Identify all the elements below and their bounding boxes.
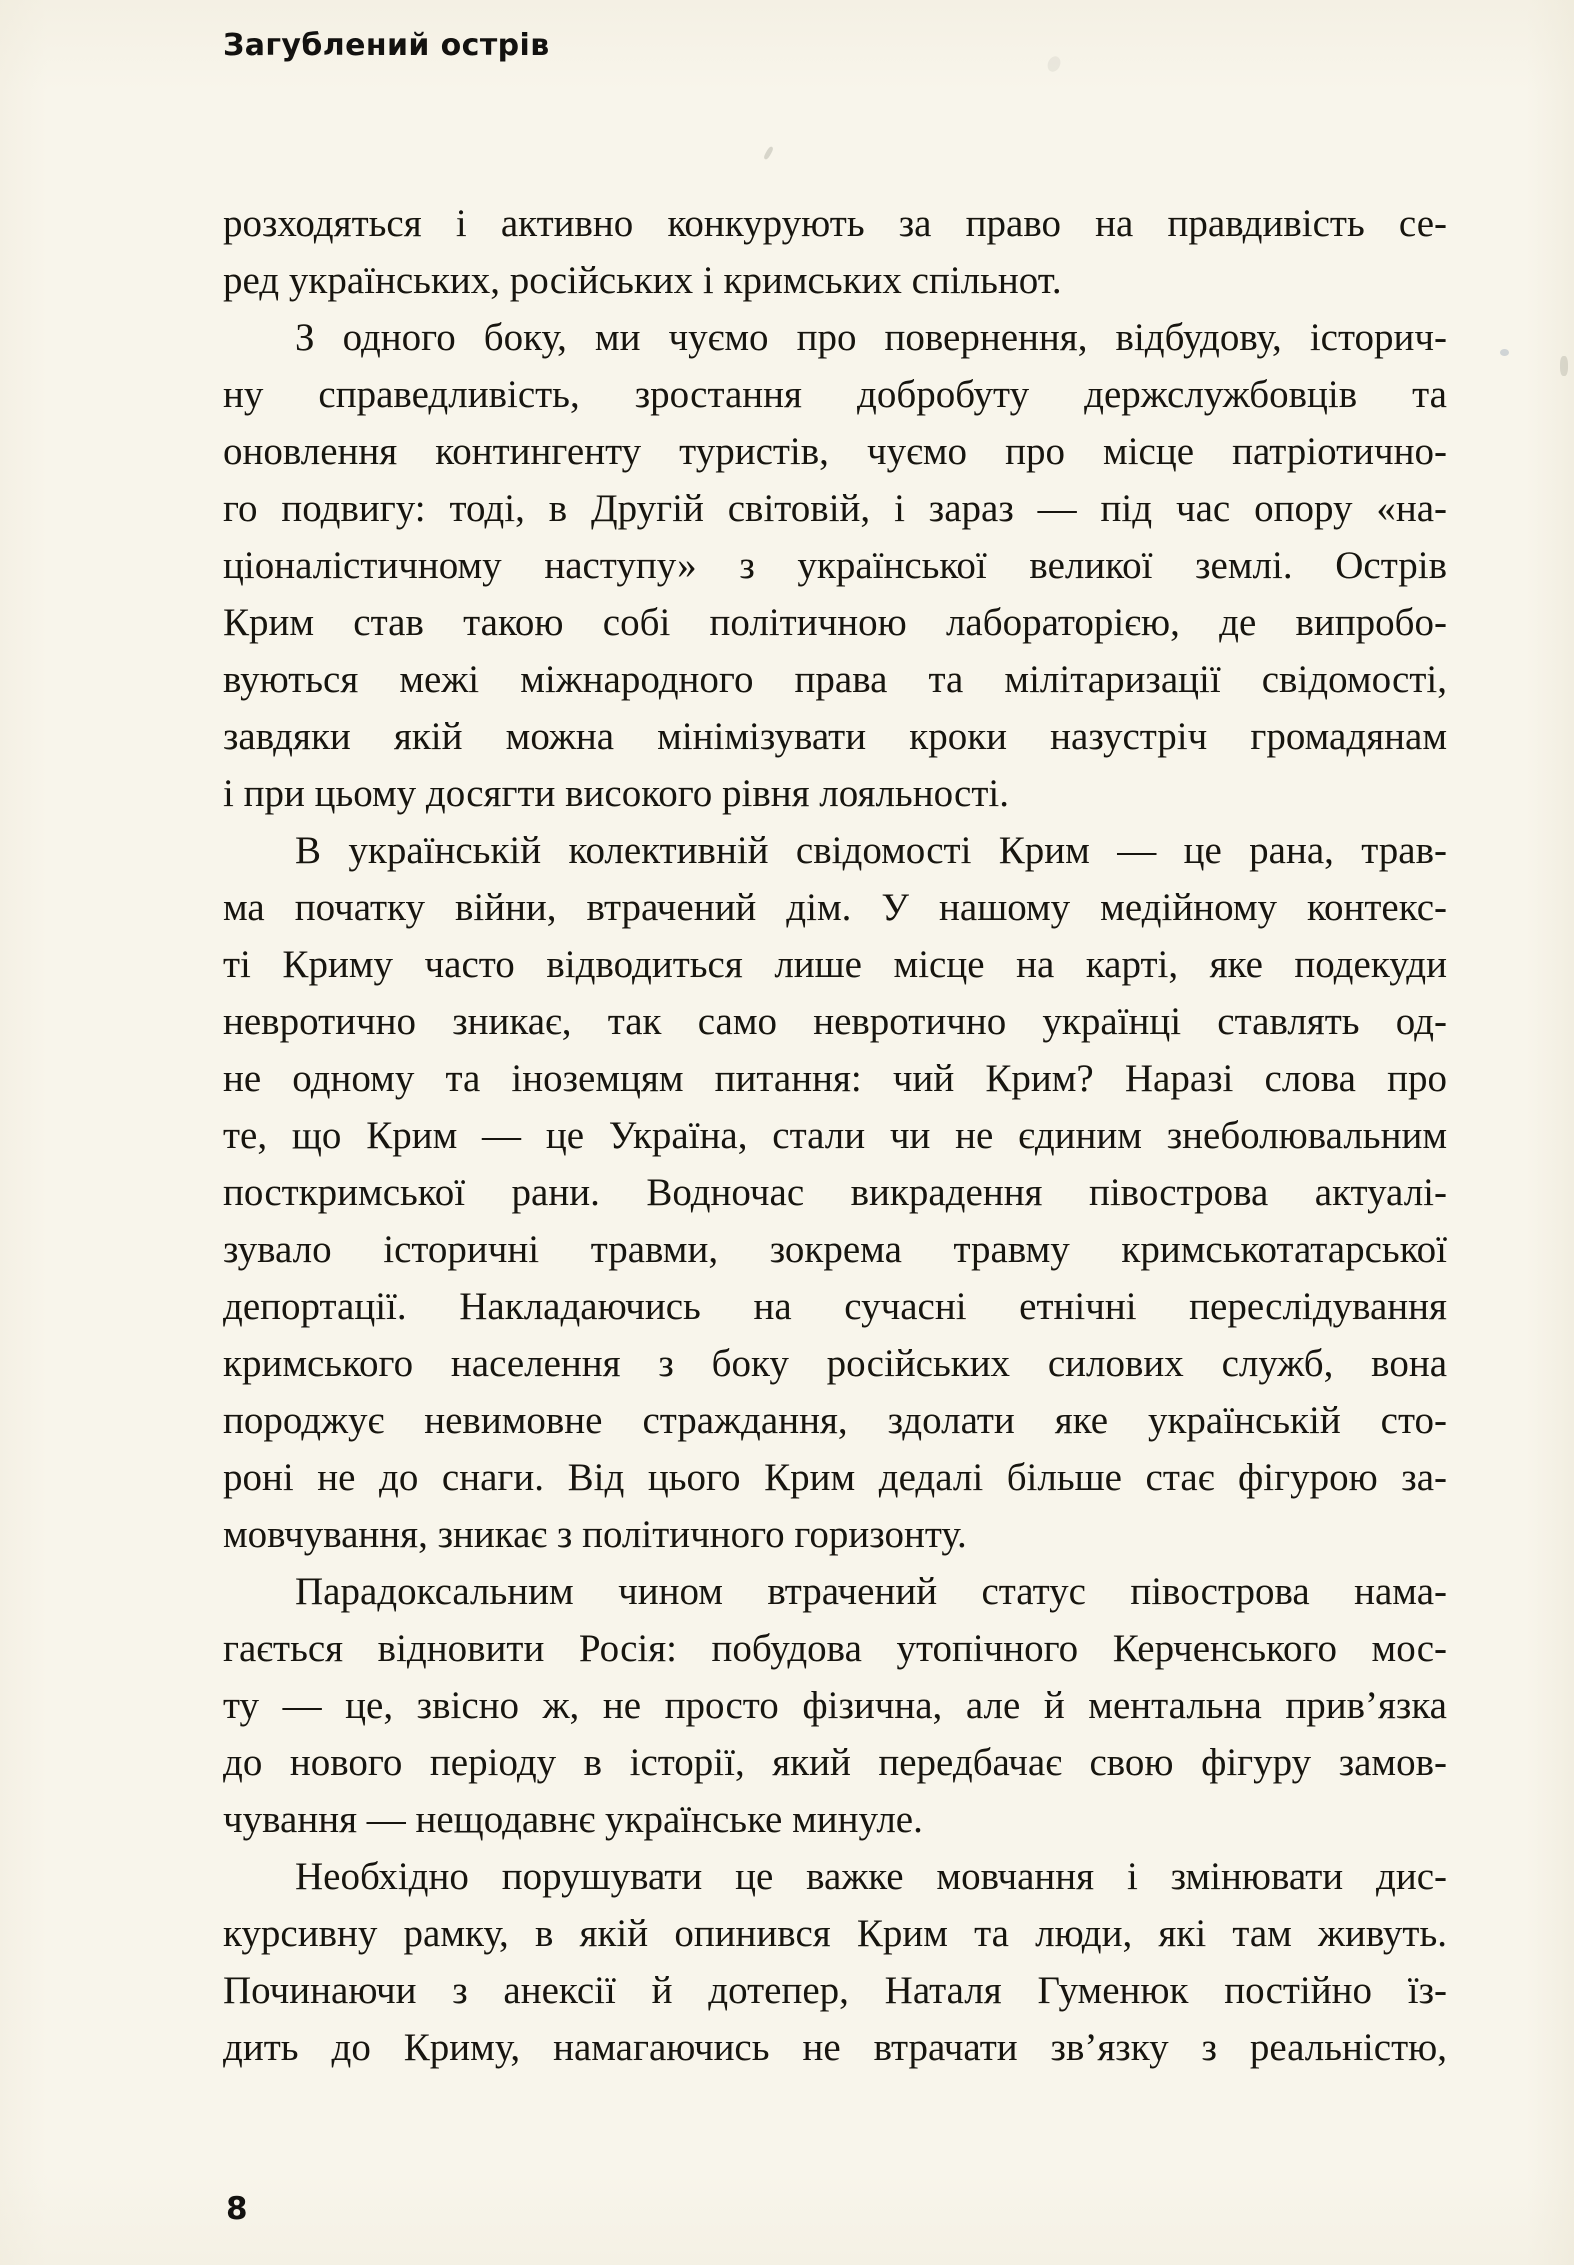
text-line: Крим став такою собі політичною лабораторією, де випробо-	[223, 601, 1447, 644]
text-line: завдяки якій можна мінімізувати кроки назустріч громадянам	[223, 715, 1447, 758]
text-line: посткримської рани. Водночас викрадення півострова актуалі-	[223, 1171, 1447, 1214]
text-line: гається відновити Росія: побудова утопічного Керченського мос-	[223, 1627, 1447, 1670]
page-number: 8	[226, 2191, 248, 2227]
text-line: не одному та іноземцям питання: чий Крим? Наразі слова про	[223, 1057, 1447, 1100]
text-line: невротично зникає, так само невротично українці ставлять од-	[223, 1000, 1447, 1043]
running-header: Загублений острів	[223, 28, 550, 63]
text-line: В українській колективній свідомості Крим — це рана, трав-	[295, 829, 1447, 872]
text-line: роні не до снаги. Від цього Крим дедалі більше стає фігурою за-	[223, 1456, 1447, 1499]
text-line: курсивну рамку, в якій опинився Крим та люди, які там живуть.	[223, 1912, 1447, 1955]
text-line: Починаючи з анексії й дотепер, Наталя Гуменюк постійно їз-	[223, 1969, 1447, 2012]
text-line: депортації. Накладаючись на сучасні етнічні переслідування	[223, 1285, 1447, 1328]
text-line: ну справедливість, зростання добробуту держслужбовців та	[223, 373, 1447, 416]
text-line: ма початку війни, втрачений дім. У нашому медійному контекс-	[223, 886, 1447, 929]
scan-speck	[763, 146, 774, 161]
text-line: ту — це, звісно ж, не просто фізична, але й ментальна прив’язка	[223, 1684, 1447, 1727]
text-line: Парадоксальним чином втрачений статус півострова нама-	[295, 1570, 1447, 1613]
text-line: вуються межі міжнародного права та мілітаризації свідомості,	[223, 658, 1447, 701]
text-line: породжує невимовне страждання, здолати яке українській сто-	[223, 1399, 1447, 1442]
text-line: ті Криму часто відводиться лише місце на карті, яке подекуди	[223, 943, 1447, 986]
text-line: Необхідно порушувати це важке мовчання і змінювати дис-	[295, 1855, 1447, 1898]
body-text	[223, 195, 1447, 2076]
text-line: те, що Крим — це Україна, стали чи не єдиним знеболювальним	[223, 1114, 1447, 1157]
text-line: го подвигу: тоді, в Другій світовій, і зараз — під час опору «на-	[223, 487, 1447, 530]
text-line: і при цьому досягти високого рівня лояльності.	[223, 772, 1009, 815]
text-line: З одного боку, ми чуємо про повернення, відбудову, історич-	[295, 316, 1447, 359]
scan-speck	[1045, 54, 1062, 73]
scan-speck	[1560, 356, 1568, 376]
text-line: до нового періоду в історії, який передбачає свою фігуру замов-	[223, 1741, 1447, 1784]
scan-speck	[1500, 349, 1509, 356]
text-line: оновлення контингенту туристів, чуємо про місце патріотично-	[223, 430, 1447, 473]
text-line: розходяться і активно конкурують за право на правдивість се-	[223, 202, 1447, 245]
text-line: ред українських, російських і кримських спільнот.	[223, 259, 1062, 302]
text-line: кримського населення з боку російських силових служб, вона	[223, 1342, 1447, 1385]
text-line: ціоналістичному наступу» з української великої землі. Острів	[223, 544, 1447, 587]
text-line: чування — нещодавнє українське минуле.	[223, 1798, 923, 1841]
text-line: дить до Криму, намагаючись не втрачати зв’язку з реальністю,	[223, 2026, 1447, 2069]
text-line: мовчування, зникає з політичного горизонту.	[223, 1513, 967, 1556]
text-line: зувало історичні травми, зокрема травму кримськотатарської	[223, 1228, 1447, 1271]
